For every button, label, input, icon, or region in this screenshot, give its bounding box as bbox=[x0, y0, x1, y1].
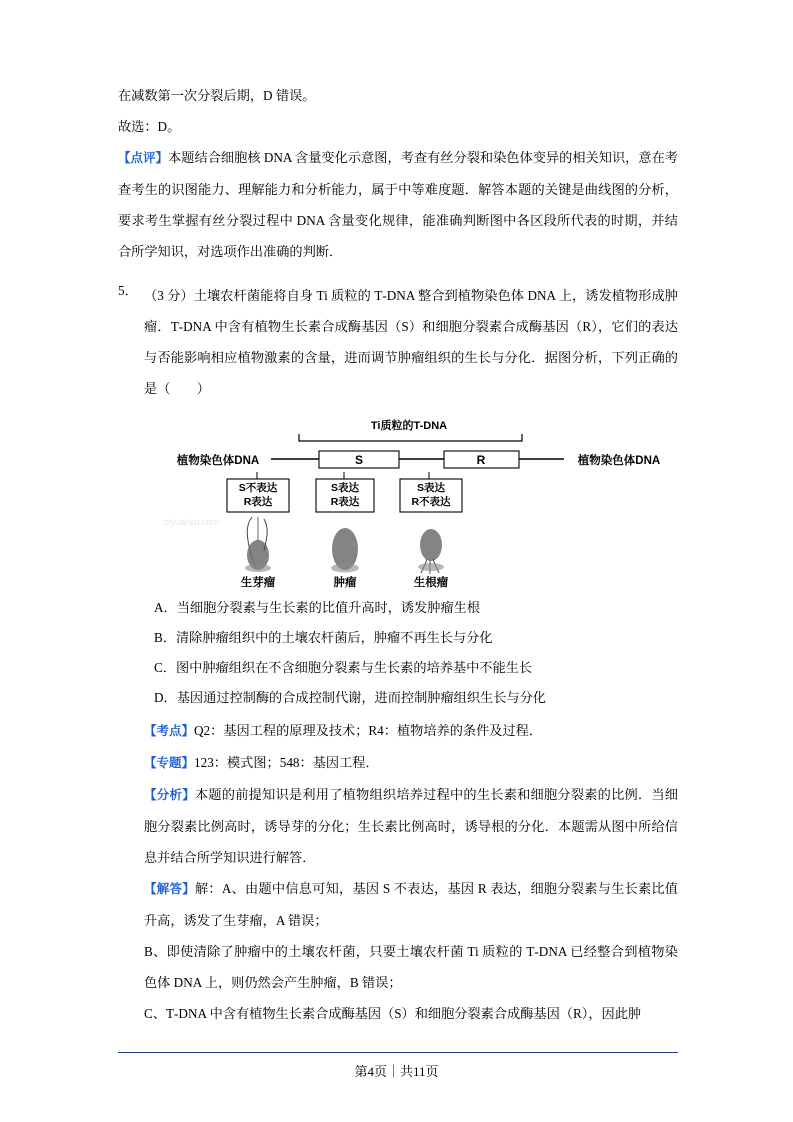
diagram-box2-line2: R表达 bbox=[330, 496, 360, 509]
option-b: B．清除肿瘤组织中的土壤农杆菌后，肿瘤不再生长与分化 bbox=[154, 630, 493, 646]
paragraph-top-2: 故选：D。 bbox=[118, 119, 181, 134]
answer-line-b: B、即使清除了肿瘤中的土壤农杆菌，只要土壤农杆菌 Ti 质粒的 T‑DNA 已经整合到植物染色体 DNA 上，则仍然会产生肿瘤，B 错误； bbox=[144, 944, 678, 991]
diagram-watermark: ziyuanku.com bbox=[164, 517, 220, 528]
jieda-lead: 解：A、由题中信息可知，基因 S 不表达，基因 R 表达，细胞分裂素与生长素比值升高，诱发了生芽瘤，A 错误； bbox=[144, 881, 678, 929]
tdna-bracket bbox=[299, 434, 522, 441]
tumor-drawing bbox=[331, 528, 359, 573]
diagram-result-2: 肿瘤 bbox=[333, 577, 357, 590]
diagram-right-label: 植物染色体DNA bbox=[577, 455, 661, 468]
diagram-left-label: 植物染色体DNA bbox=[176, 455, 260, 468]
paragraph-top-1: 在减数第一次分裂后期，D 错误。 bbox=[118, 88, 316, 103]
footer-divider bbox=[118, 1052, 678, 1053]
fenxi-tag: 【分析】 bbox=[144, 788, 195, 803]
kaodian-text: Q2：基因工程的原理及技术；R4：植物培养的条件及过程． bbox=[194, 723, 543, 739]
zhuanti-tag: 【专题】 bbox=[144, 756, 195, 771]
diagram-box3-line1: S表达 bbox=[416, 482, 446, 495]
diagram-box1-line1: S不表达 bbox=[238, 482, 278, 495]
diagram-svg bbox=[144, 417, 704, 589]
options-list bbox=[144, 593, 678, 713]
diagram-title-text: Ti质粒的T-DNA bbox=[370, 420, 448, 433]
comment-paragraph bbox=[118, 142, 678, 267]
section-zhuanti bbox=[144, 747, 678, 779]
ti-plasmid-diagram bbox=[144, 417, 704, 589]
footer-text: 第4页｜共11页 bbox=[354, 1064, 439, 1079]
section-fenxi bbox=[144, 779, 678, 873]
question-block bbox=[118, 280, 678, 1029]
diagram-gene-s: S bbox=[354, 453, 364, 468]
diagram-result-1: 生芽瘤 bbox=[240, 577, 276, 590]
kaodian-tag: 【考点】 bbox=[144, 724, 195, 739]
page-footer bbox=[0, 1061, 793, 1080]
fenxi-text: 本题的前提知识是利用了植物组织培养过程中的生长素和细胞分裂素的比例．当细胞分裂素比例高时，诱导芽的分化；生长素比例高时，诱导根的分化．本题需从图中所给信息并结合所学知识进行解答． bbox=[144, 787, 678, 866]
diagram-box3-line2: R不表达 bbox=[411, 496, 451, 509]
tumor-shoot-drawing bbox=[245, 517, 271, 572]
tumor-root-drawing bbox=[418, 529, 444, 574]
question-text bbox=[144, 280, 678, 404]
diagram-gene-r: R bbox=[476, 453, 486, 468]
question-number: 5． bbox=[118, 283, 138, 299]
jieda-tag: 【解答】 bbox=[144, 882, 195, 897]
answer-line-c: C、T‑DNA 中含有植物生长素合成酶基因（S）和细胞分裂素合成酶基因（R），因此肿 bbox=[144, 1006, 642, 1022]
diagram-result-3: 生根瘤 bbox=[413, 577, 449, 590]
diagram-box2-line1: S表达 bbox=[330, 482, 360, 495]
option-c: C．图中肿瘤组织在不含细胞分裂素与生长素的培养基中不能生长 bbox=[154, 660, 533, 676]
section-kaodian bbox=[144, 715, 678, 747]
page-content bbox=[118, 80, 678, 1029]
question-score: （3 分） bbox=[144, 288, 194, 304]
comment-tag: 【点评】 bbox=[118, 151, 169, 165]
diagram-box1-line2: R表达 bbox=[243, 496, 273, 509]
option-a: A．当细胞分裂素与生长素的比值升高时，诱发肿瘤生根 bbox=[154, 600, 481, 616]
question-stem: 土壤农杆菌能将自身 Ti 质粒的 T‑DNA 整合到植物染色体 DNA 上，诱发植物形成肿瘤．T‑DNA 中含有植物生长素合成酶基因（S）和细胞分裂素合成酶基因（R），它们的表达与否能影响相应植物激素的含量，进而调节肿瘤组织的生长与分化．据图分析，下列正确的是（ ） bbox=[144, 288, 678, 397]
comment-text: 本题结合细胞核 DNA 含量变化示意图，考查有丝分裂和染色体变异的相关知识，意在考查考生的识图能力、理解能力和分析能力，属于中等难度题．解答本题的关键是曲线图的分析，要求考生掌握有丝分裂过程中 DNA 含量变化规律，能准确判断图中各区段所代表的时期，并结合所学知识，对选项作出准确的判断． bbox=[118, 150, 678, 259]
option-d: D．基因通过控制酶的合成控制代谢，进而控制肿瘤组织生长与分化 bbox=[154, 690, 546, 706]
zhuanti-text: 123：模式图；548：基因工程． bbox=[194, 755, 379, 771]
section-jieda bbox=[144, 873, 678, 936]
